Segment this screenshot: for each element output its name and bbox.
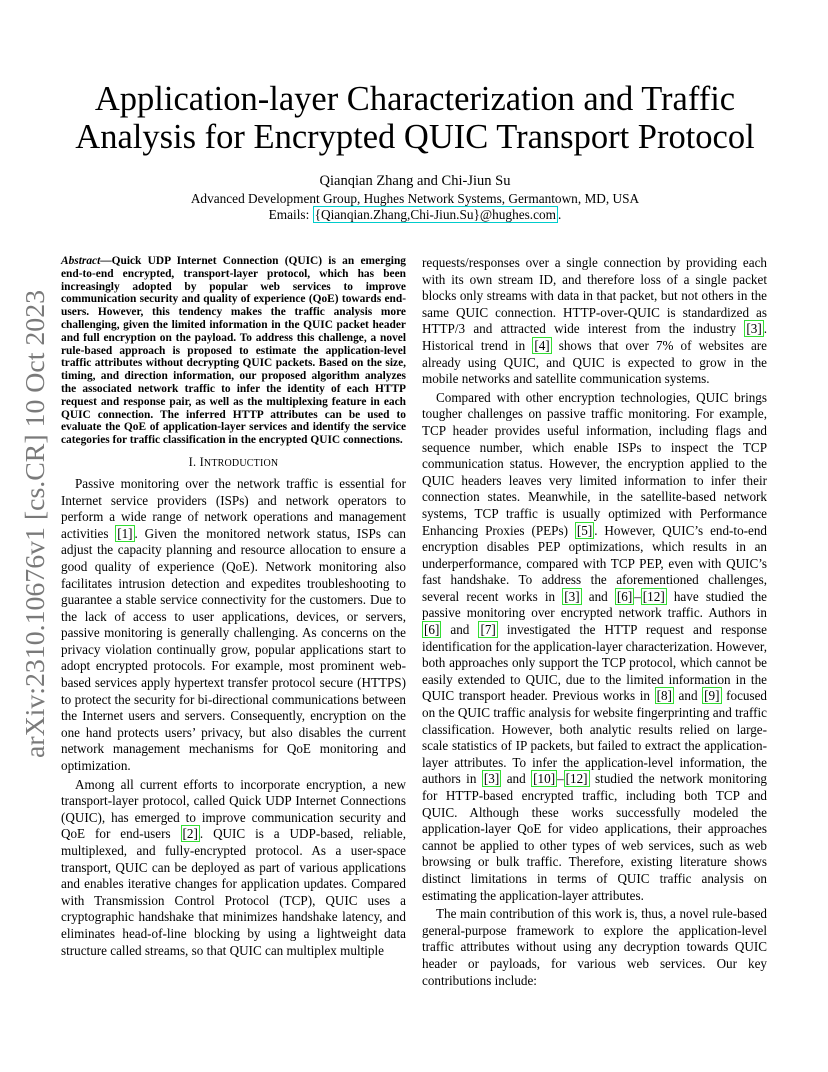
intro-paragraph-1 <box>61 476 406 775</box>
para-text: and <box>501 771 532 787</box>
arxiv-identifier-svg <box>10 288 56 758</box>
email-link[interactable]: {Qianqian.Zhang,Chi-Jiun.Su}@hughes.com <box>314 207 557 222</box>
arxiv-identifier <box>10 288 56 758</box>
para-text: studied the network monitoring for HTTP-based encrypted traffic, including both TCP and QUIC. Although these works successfully modeled the application-layer QoE for video applications, their approaches cannot be applied to other types of web services, such as web browsing or bulk traffic. Therefore, existing literature shows distinct limitations in terms of QUIC traffic analysis on estimating the application-layer attributes. <box>422 771 767 903</box>
abstract-dash: — <box>100 255 112 267</box>
para-text: shows that over 7% of websites are already using QUIC, and QUIC is expected to grow in the mobile networks and satellite communication systems. <box>422 337 767 387</box>
para-text: . QUIC is a UDP-based, reliable, multiplexed, and fully-encrypted protocol. As a user-space transport, QUIC can be deployed as part of various applications and enables iterative changes for application updates. Compared with Transmission Control Protocol (TCP), QUIC uses a cryptographic handshake that minimizes handshake latency, and eliminates head-of-line blocking by using a lightweight data structure called streams, so that QUIC can multiplex multiple <box>61 826 407 958</box>
paper-authors: Qianqian Zhang and Chi-Jiun Su <box>319 173 511 189</box>
citation-link[interactable]: [10] <box>533 771 556 787</box>
para-text: – <box>557 771 564 787</box>
paper-emails <box>60 207 770 223</box>
left-column <box>61 255 406 959</box>
citation-link[interactable]: [12] <box>565 771 588 787</box>
para-text: Passive monitoring over the network traffic is essential for Internet service providers (ISPs) and network operators to perform a wide range of network operations and management activities <box>61 475 406 541</box>
citation-link[interactable]: [1] <box>117 525 133 541</box>
intro-paragraph-4: The main contribution of this work is, thus, a novel rule-based general-purpose framework to explore the application-level traffic attributes without using any decryption towards QUIC header or payloads, for various web services. Our key contributions include: <box>422 906 767 988</box>
section-heading-introduction <box>61 455 406 470</box>
citation-link[interactable]: [6] <box>616 588 633 604</box>
abstract-label: Abstract <box>61 255 101 267</box>
intro-paragraph-3 <box>422 390 767 904</box>
para-text: – <box>634 588 641 604</box>
citation-link[interactable]: [4] <box>534 337 550 353</box>
para-text: investigated the HTTP request and response identification for the application-layer characterization. However, both approaches only support the TCP protocol, which cannot be easily extended to QUIC, due to the limited information in the QUIC transport header. Previous works in <box>422 622 768 704</box>
paper-affiliation: Advanced Development Group, Hughes Network Systems, Germantown, MD, USA <box>190 191 640 206</box>
arxiv-identifier-text: arXiv:2310.10676v1 [cs.CR] 10 Oct 2023 <box>20 303 50 758</box>
intro-paragraph-2 <box>61 777 406 960</box>
para-text: . However, QUIC’s end-to-end encryption disables PEP optimizations, which results in an underperformance, compared with TCP PEP, even with QUIC’s fast handshake. To address the aforementioned challenges, several recent works in <box>422 522 767 604</box>
para-text: Among all current efforts to incorporate encryption, a new transport-layer protocol, called Quick UDP Internet Connections (QUIC), has emerged to improve communication security and QoE for end-users <box>61 776 406 842</box>
intro-paragraph-2-cont <box>422 255 767 388</box>
abstract-text: Quick UDP Internet Connection (QUIC) is an emerging end-to-end encrypted, transport-layer protocol, which has been increasingly adopted by popular web services to improve communication security and quality of experience (QoE) towards end-users. However, this tendency makes the traffic analysis more challenging, given the limited information in the QUIC packet header and full encryption on the payload. To address this challenge, a novel rule-based approach is proposed to estimate the application-level traffic attributes without decrypting QUIC packets. Based on the size, timing, and direction information, our proposed algorithm analyzes the associated network traffic to infer the identity of each HTTP request and response pair, as well as the multiplexing feature in each QUIC connection. The inferred HTTP attributes can be used to evaluate the QoE of application-layer services and identify the service categories for traffic classification in the encrypted QUIC connections. <box>61 255 406 447</box>
paper-title <box>60 80 770 156</box>
section-title-first: I <box>199 454 204 469</box>
citation-link[interactable]: [12] <box>642 588 665 604</box>
para-text: . Historical trend in <box>422 321 767 353</box>
citation-link[interactable]: [8] <box>656 688 672 704</box>
citation-link[interactable]: [2] <box>182 826 198 842</box>
section-number: I. <box>188 454 200 469</box>
para-text: have studied the passive monitoring over encrypted network traffic. Authors in <box>422 588 767 621</box>
paper-title-line1: Application-layer Characterization and Traffic <box>94 80 736 118</box>
para-text: requests/responses over a single connection by providing each with its own stream ID, and therefore loss of a single packet blocks only streams with data in that packet, but not others in the same QUIC connection. HTTP-over-QUIC is standardized as HTTP/3 and attracted wide interest from the industry <box>422 255 767 337</box>
para-text: and <box>581 588 615 604</box>
paper-title-line2: Analysis for Encrypted QUIC Transport Protocol <box>75 118 755 156</box>
emails-prefix: Emails: <box>268 207 313 222</box>
citation-link[interactable]: [9] <box>704 688 720 704</box>
right-column <box>422 255 767 989</box>
para-text: focused on the QUIC traffic analysis for website fingerprinting and traffic classification. However, both analytic results relied on large-scale statistics of IP packets, but failed to extract the application-layer attributes. To infer the application-level information, the authors in <box>422 688 768 787</box>
para-text: . Given the monitored network status, ISPs can adjust the capacity planning and resource allocation to ensure a good quality of experience (QoE). Network monitoring also facilitates intrusion detection and expedites troubleshooting to guarantee a stable service connectivity for the customers. Due to the lack of access to user applications, devices, or servers, passive monitoring is generally challenging. As concerns on the privacy violation continually grow, popular applications start to adopt encrypted protocols. For example, most prominent web-based services apply hypertext transfer protocol secure (HTTPS) to protect the security for bi-directional communications between the Internet users and servers. Consequently, encryption on the one hand protects users’ privacy, but also disables the current network management mechanisms for QoE monitoring and optimization. <box>61 525 406 774</box>
citation-link[interactable]: [6] <box>424 622 440 638</box>
section-title-rest: NTRODUCTION <box>203 457 279 469</box>
para-text: and <box>673 688 703 704</box>
para-text: and <box>441 622 479 638</box>
citation-link[interactable]: [7] <box>480 622 496 638</box>
citation-link[interactable]: [3] <box>746 321 762 337</box>
emails-suffix: . <box>558 207 562 222</box>
citation-link[interactable]: [3] <box>564 588 580 604</box>
citation-link[interactable]: [3] <box>483 771 500 787</box>
abstract <box>61 255 406 447</box>
citation-link[interactable]: [5] <box>576 522 593 538</box>
para-text: Compared with other encryption technologies, QUIC brings tougher challenges on passive traffic monitoring. For example, TCP header provides useful information, including flags and sequence number, which enable ISPs to inspect the TCP communication status. However, the encryption applied to the QUIC headers leaves very limited information to infer their connection states. Meanwhile, in the satellite-based network systems, TCP traffic is usually optimized with Performance Enhancing Proxies (PEPs) <box>422 389 767 538</box>
